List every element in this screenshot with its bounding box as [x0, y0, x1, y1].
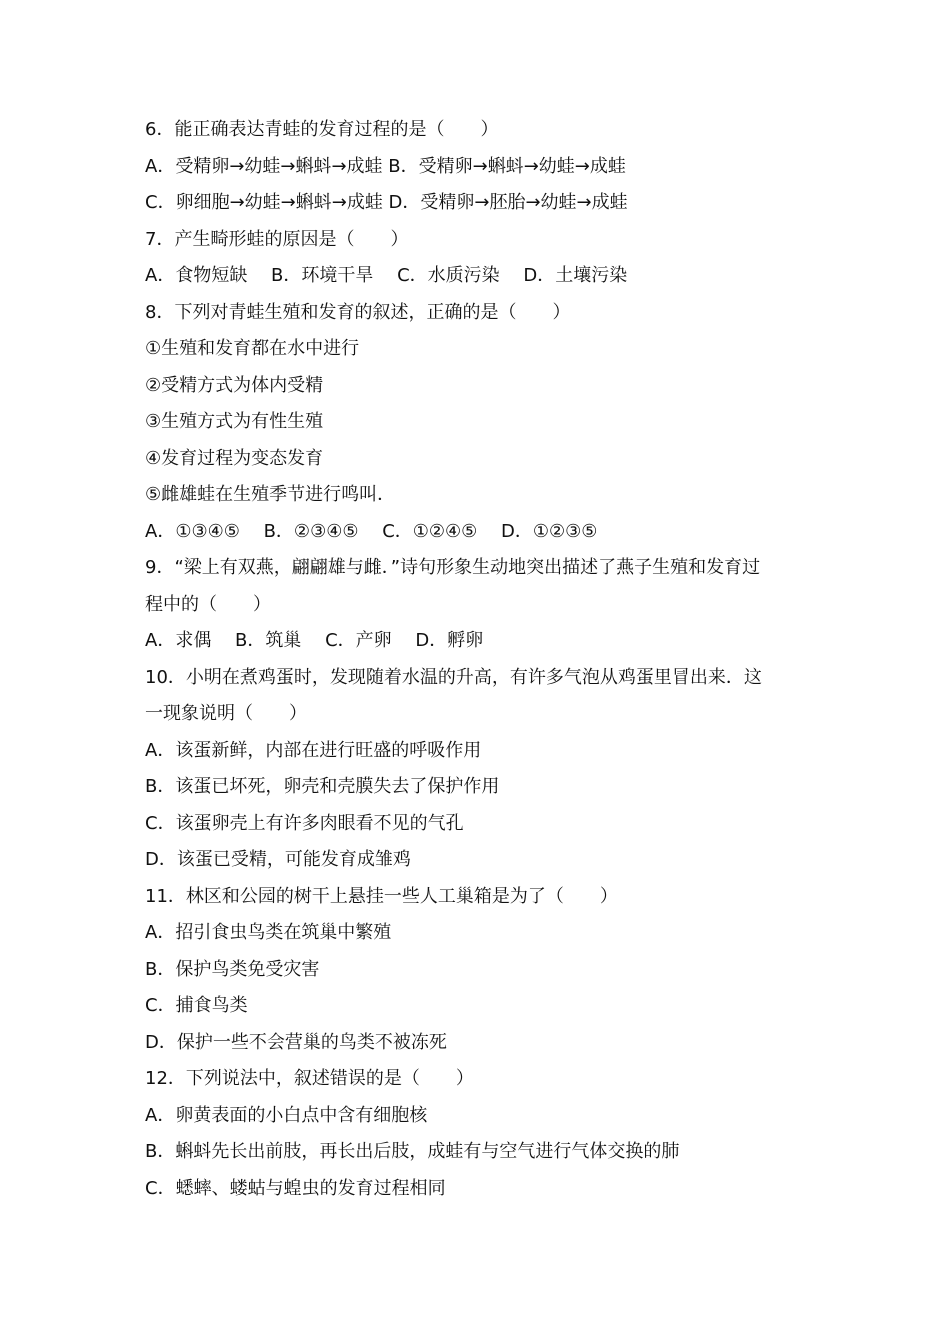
question-11-option-a: A．招引食虫鸟类在筑巢中繁殖 [145, 922, 392, 943]
question-8-options: A．①③④⑤ B．②③④⑤ C．①②④⑤ D．①②③⑤ [145, 520, 598, 542]
question-9-options: A．求偶 B．筑巢 C．产卵 D．孵卵 [145, 630, 484, 651]
question-8-statement-1: ①生殖和发育都在水中进行 [145, 338, 360, 359]
question-10-option-c: C．该蛋卵壳上有许多肉眼看不见的气孔 [145, 812, 464, 834]
question-10-stem-line-2: 一现象说明（ ） [145, 703, 307, 724]
question-10-stem-line-1: 10．小明在煮鸡蛋时，发现随着水温的升高，有许多气泡从鸡蛋里冒出来．这 [145, 666, 762, 688]
question-6-options-cd: C．卵细胞→幼蛙→蝌蚪→成蛙 D．受精卵→胚胎→幼蛙→成蛙 [145, 192, 628, 213]
question-8-stem: 8．下列对青蛙生殖和发育的叙述，正确的是（ ） [145, 301, 571, 323]
question-8-statement-5: ⑤雌雄蛙在生殖季节进行鸣叫． [145, 484, 396, 505]
question-6-options-ab: A．受精卵→幼蛙→蝌蚪→成蛙 B．受精卵→蝌蚪→幼蛙→成蛙 [145, 155, 626, 177]
question-7-stem: 7．产生畸形蛙的原因是（ ） [145, 228, 409, 250]
question-7-options: A．食物短缺 B．环境干旱 C．水质污染 D．土壤污染 [145, 265, 628, 286]
question-8-statement-2: ②受精方式为体内受精 [145, 374, 324, 396]
question-11-option-b: B．保护鸟类免受灾害 [145, 958, 320, 980]
question-text-block [145, 112, 825, 1207]
question-9-stem-line-2: 程中的（ ） [145, 593, 271, 615]
question-12-option-b: B．蝌蚪先长出前肢，再长出后肢，成蛙有与空气进行气体交换的肺 [145, 1141, 680, 1162]
question-10-option-d: D．该蛋已受精，可能发育成雏鸡 [145, 849, 411, 870]
question-8-statement-4: ④发育过程为变态发育 [145, 447, 324, 469]
question-9-stem-line-1: 9．“梁上有双燕，翩翩雄与雌．”诗句形象生动地突出描述了燕子生殖和发育过 [145, 557, 761, 578]
question-8-statement-3: ③生殖方式为有性生殖 [145, 411, 324, 432]
question-12-option-a: A．卵黄表面的小白点中含有细胞核 [145, 1104, 428, 1126]
question-12-option-c: C．蟋蟀、蝼蛄与蝗虫的发育过程相同 [145, 1177, 446, 1199]
question-11-option-d: D．保护一些不会营巢的鸟类不被冻死 [145, 1031, 447, 1053]
question-10-option-b: B．该蛋已坏死，卵壳和壳膜失去了保护作用 [145, 776, 500, 797]
question-6-stem: 6．能正确表达青蛙的发育过程的是（ ） [145, 119, 499, 140]
question-10-option-a: A．该蛋新鲜，内部在进行旺盛的呼吸作用 [145, 739, 482, 761]
question-11-stem: 11．林区和公园的树干上悬挂一些人工巢箱是为了（ ） [145, 885, 618, 907]
question-11-option-c: C．捕食鸟类 [145, 995, 248, 1016]
question-12-stem: 12．下列说法中，叙述错误的是（ ） [145, 1068, 474, 1089]
